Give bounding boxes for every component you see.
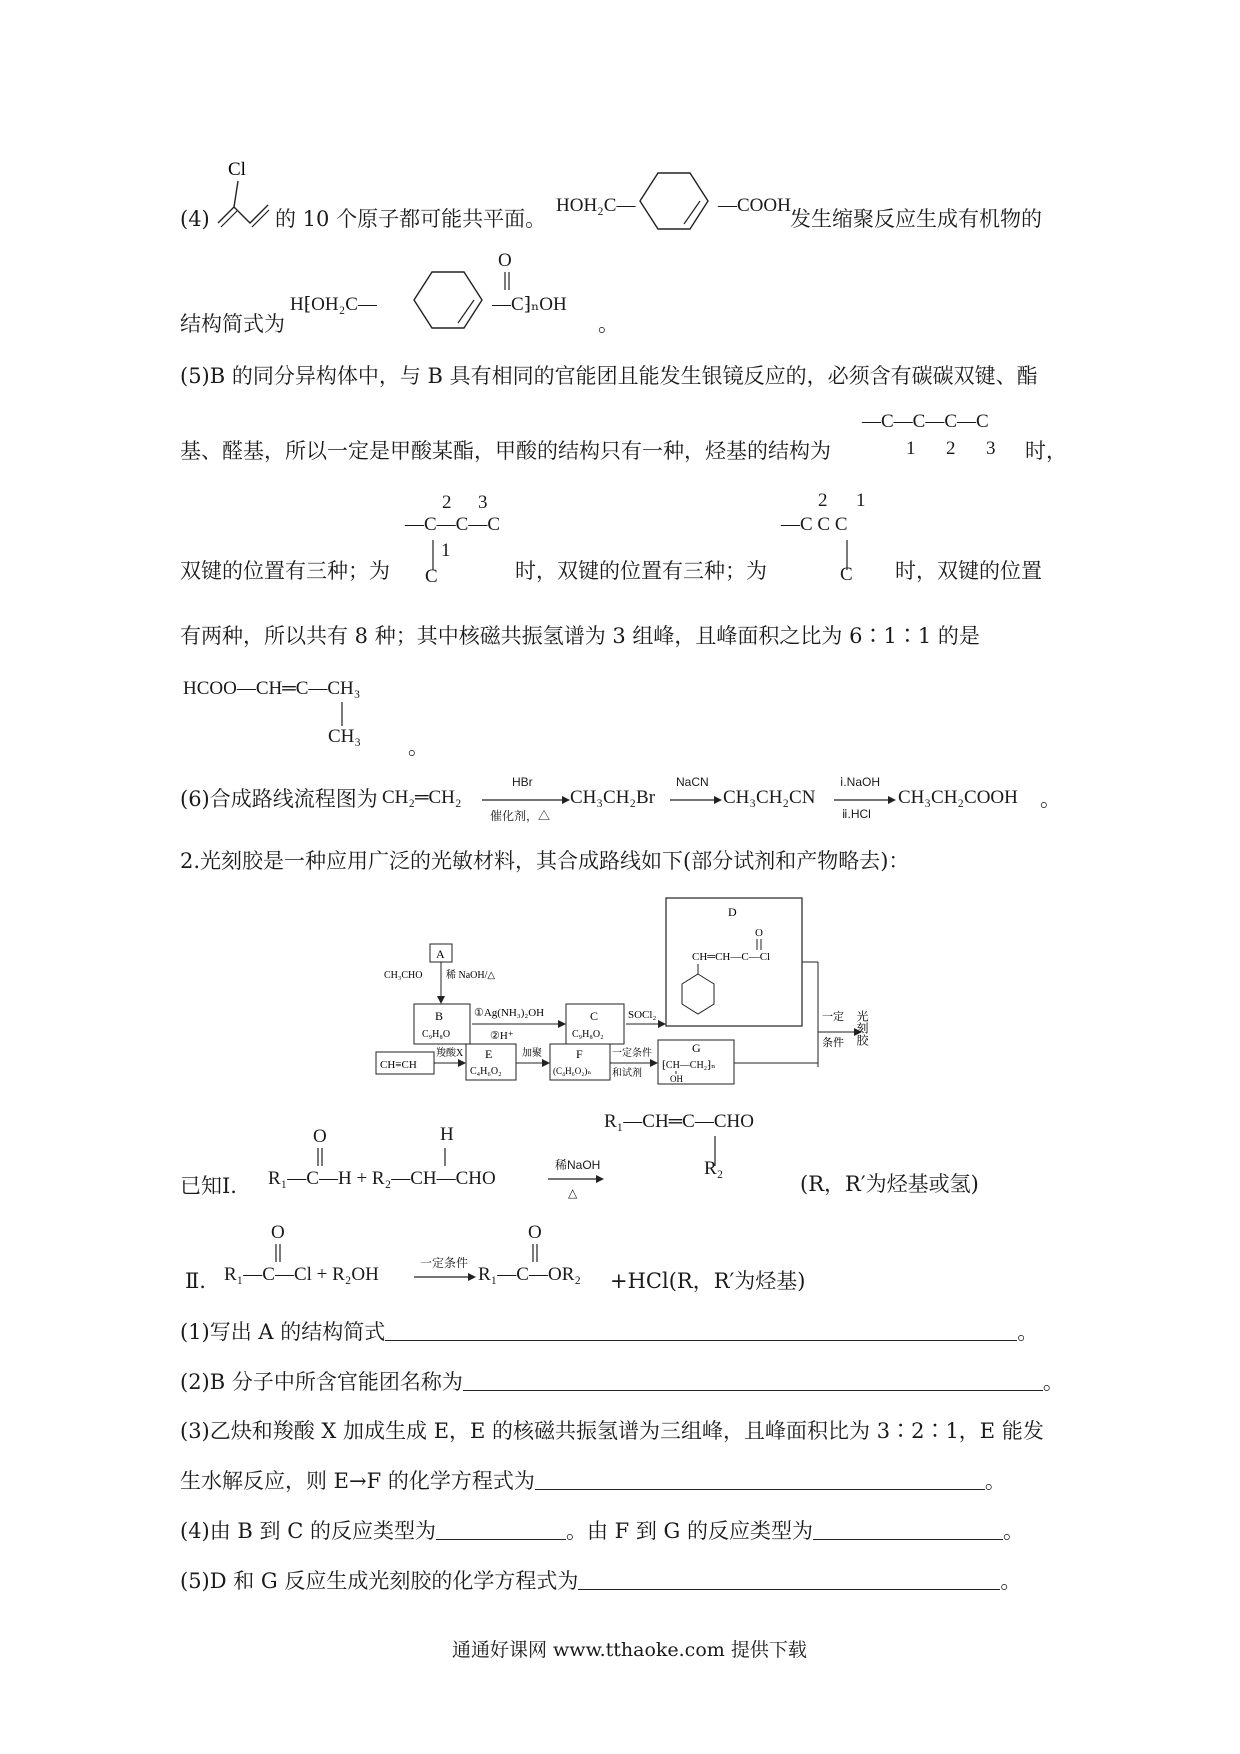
question-3-text: 生水解反应，则 E→F 的化学方程式为: [180, 1469, 535, 1493]
answer-structure-main: HCOO—CH═C—CH₃: [183, 678, 361, 699]
known-2-rhs-oxygen: O: [528, 1222, 542, 1243]
answer-blank-4b[interactable]: [813, 1517, 1003, 1540]
formula-B: C₉H₈O: [422, 1029, 451, 1040]
known-1-ch-bond: [440, 1146, 450, 1168]
route-arrow-1: [482, 795, 570, 805]
answer-blank-4a[interactable]: [436, 1517, 566, 1540]
D-structure: CH═CH—C—Cl: [692, 951, 771, 963]
cond-A: 稀 NaOH/△: [446, 970, 496, 981]
label-E: E: [485, 1047, 493, 1061]
route-step-2: CH₃CH₂Br: [570, 787, 656, 808]
route-arrow-3: [834, 795, 896, 805]
label-F: F: [576, 1047, 583, 1061]
benzene-ring-polymer: [402, 267, 494, 333]
known-2-cond: 一定条件: [420, 1256, 469, 1270]
chain-2-num-3: 3: [478, 492, 488, 513]
answer-blank-3[interactable]: [535, 1467, 985, 1490]
label-D: D: [728, 905, 737, 919]
question-5-text: (5)D 和 G 反应生成光刻胶的化学方程式为: [180, 1569, 579, 1593]
known-1-rhs: R₁—CH═C—CHO: [604, 1111, 754, 1132]
question-3-period: 。: [984, 1469, 1006, 1493]
question-2-period: 。: [1042, 1370, 1064, 1394]
cond-G-1: 一定条件: [612, 1048, 652, 1059]
chloro-label: Cl: [228, 159, 246, 180]
item-5-line-3b: 时，双键的位置有三种；为: [515, 559, 767, 583]
G-structure: ⁅CH—CH₂⁆ₙ: [662, 1060, 716, 1071]
cond-BC-1: ①Ag(NH₃)₂OH: [474, 1007, 545, 1019]
formula-E: C₄H₆O₂: [470, 1066, 502, 1077]
label-C: C: [590, 1009, 599, 1023]
question-1-period: 。: [1017, 1320, 1039, 1344]
label-ch3cho: CH₃CHO: [384, 970, 423, 981]
label-B: B: [435, 1009, 444, 1023]
polymer-right: —C⁆ₙOH: [492, 294, 567, 315]
benzene-ring-monomer: [628, 168, 720, 234]
cond-F: 加聚: [522, 1048, 542, 1059]
monomer-right-group: —COOH: [718, 195, 791, 216]
polymer-left: H⁅OH₂C—: [290, 294, 377, 315]
known-2-co-bond: [273, 1242, 283, 1264]
question-2: [180, 1368, 1064, 1396]
label-acetylene: CH≡CH: [380, 1059, 417, 1071]
cond-final-2: 条件: [822, 1037, 844, 1049]
chloro-butadiene-structure: [212, 155, 272, 230]
cond-final-1: 一定: [822, 1011, 844, 1023]
known-1-hydrogen: H: [440, 1124, 454, 1145]
question-1-text: (1)写出 A 的结构简式: [180, 1320, 386, 1344]
route-arrow-2-top: NaCN: [676, 775, 709, 789]
answer-blank-2[interactable]: [463, 1368, 1043, 1391]
formula-C: C₉H₈O₂: [572, 1029, 604, 1040]
question-5-period: 。: [1000, 1569, 1022, 1593]
known-1-cond-bottom: △: [568, 1186, 578, 1200]
known-2-label: Ⅱ.: [185, 1269, 206, 1293]
chain-1-num-2: 2: [946, 438, 956, 459]
known-2-lhs: R₁—C—Cl + R₂OH: [224, 1264, 379, 1285]
item-5-line-1: (5)B 的同分异构体中，与 B 具有相同的官能团且能发生银镜反应的，必须含有碳碳双键、酯: [180, 364, 1038, 388]
carbonyl-double-bond: [502, 270, 512, 292]
chain-2-num-1: 1: [441, 540, 451, 561]
item-4-number: (4): [180, 207, 210, 231]
question-1: [180, 1318, 1038, 1346]
product-label: 光刻胶: [855, 1010, 869, 1046]
cond-G-2: 和试剂: [612, 1068, 642, 1079]
question-3-line-2: [180, 1467, 1006, 1495]
item-6-period: 。: [1040, 787, 1061, 811]
route-step-1: CH₂═CH₂: [382, 787, 462, 808]
known-1-cond-top: 稀NaOH: [555, 1158, 601, 1172]
question-4-period: 。: [1003, 1519, 1024, 1543]
item-5-line-3a: 双键的位置有三种；为: [180, 559, 390, 583]
polymer-carbonyl-o: O: [498, 250, 512, 271]
known-2-rhs: R₁—C—OR₂: [478, 1264, 581, 1285]
G-hydroxyl: OH: [670, 1074, 683, 1084]
chain-3-top: —C C C: [781, 514, 848, 535]
known-2-oxygen: O: [271, 1222, 285, 1243]
chain-3-branch: C: [840, 564, 853, 585]
chain-3-num-2: 2: [818, 490, 828, 511]
item-6-prefix: (6)合成路线流程图为: [180, 787, 378, 811]
known-1-label: 已知Ⅰ.: [180, 1174, 237, 1198]
answer-blank-1[interactable]: [385, 1318, 1017, 1341]
chain-3-num-1: 1: [856, 490, 866, 511]
chain-1-num-1: 1: [906, 438, 916, 459]
question-2-text: (2)B 分子中所含官能团名称为: [180, 1370, 463, 1394]
problem-2-intro: 2.光刻胶是一种应用广泛的光敏材料，其合成路线如下(部分试剂和产物略去)：: [180, 849, 910, 873]
answer-branch-bond: [337, 700, 347, 728]
item-5-line-3c: 时，双键的位置: [895, 559, 1042, 583]
known-2-rhs-co-bond: [530, 1242, 540, 1264]
item-5-line-4: 有两种，所以共有 8 种；其中核磁共振氢谱为 3 组峰，且峰面积之比为 6∶1∶1 的是: [180, 624, 980, 648]
route-arrow-3-top: ⅰ.NaOH: [840, 775, 881, 789]
route-arrow-2: [670, 795, 722, 805]
label-A: A: [436, 947, 445, 961]
route-arrow-3-bottom: ⅱ.HCl: [842, 807, 871, 821]
item-5-period: 。: [408, 735, 429, 759]
route-step-4: CH₃CH₂COOH: [898, 787, 1018, 808]
chain-1: —C—C—C—C: [862, 411, 989, 432]
chain-1-num-3: 3: [986, 438, 996, 459]
route-step-3: CH₃CH₂CN: [723, 787, 816, 808]
D-oxygen: O: [755, 927, 763, 939]
known-1-lhs: R₁—C—H + R₂—CH—CHO: [268, 1168, 496, 1189]
answer-structure-branch: CH₃: [328, 726, 362, 747]
synthesis-diagram: [370, 892, 880, 1114]
cond-CD: SOCl₂: [628, 1009, 657, 1021]
item-4-text-1: 的 10 个原子都可能共平面。: [275, 207, 547, 231]
item-4-period: 。: [598, 312, 619, 336]
footer-text: 通通好课网 www.tthaoke.com 提供下载: [452, 1639, 807, 1661]
known-2-tail: +HCl(R，R′为烃基): [610, 1269, 806, 1293]
chain-2-num-2: 2: [442, 492, 452, 513]
question-5: [180, 1567, 1021, 1595]
known-1-note: (R，R′为烃基或氢): [800, 1172, 979, 1196]
monomer-left-group: HOH₂C—: [556, 195, 636, 216]
D-benzene-ring: [682, 974, 714, 1014]
cond-E: 羧酸X: [436, 1048, 464, 1059]
item-4-text-3: 结构简式为: [180, 312, 285, 336]
chain-2-top: —C—C—C: [405, 514, 501, 535]
item-5-line-2-end: 时，: [1025, 439, 1067, 463]
route-arrow-1-bottom: 催化剂，△: [490, 809, 551, 823]
route-arrow-1-top: HBr: [512, 775, 533, 789]
known-2-arrow: [414, 1272, 476, 1282]
known-1-rhs-branch: R₂: [704, 1158, 724, 1179]
answer-blank-5[interactable]: [578, 1567, 1000, 1590]
question-4-text-a: (4)由 B 到 C 的反应类型为: [180, 1519, 436, 1543]
known-1-arrow: [548, 1174, 604, 1184]
question-4: [180, 1517, 1024, 1545]
item-5-line-2: 基、醛基，所以一定是甲酸某酯，甲酸的结构只有一种，烃基的结构为: [180, 439, 831, 463]
formula-F: (C₄H₆O₂)ₙ: [553, 1066, 592, 1076]
question-4-text-b: 。由 F 到 G 的反应类型为: [565, 1519, 813, 1543]
known-1-co-bond: [315, 1146, 325, 1168]
chain-2-branch: C: [425, 566, 438, 587]
question-3-line-1: (3)乙炔和羧酸 X 加成生成 E，E 的核磁共振氢谱为三组峰，且峰面积比为 3∶2∶1，E 能发: [180, 1419, 1044, 1443]
item-4-text-2: 发生缩聚反应生成有机物的: [790, 207, 1042, 231]
cond-BC-2: ②H⁺: [490, 1030, 514, 1042]
label-G: G: [692, 1041, 701, 1055]
known-1-oxygen: O: [313, 1126, 327, 1147]
